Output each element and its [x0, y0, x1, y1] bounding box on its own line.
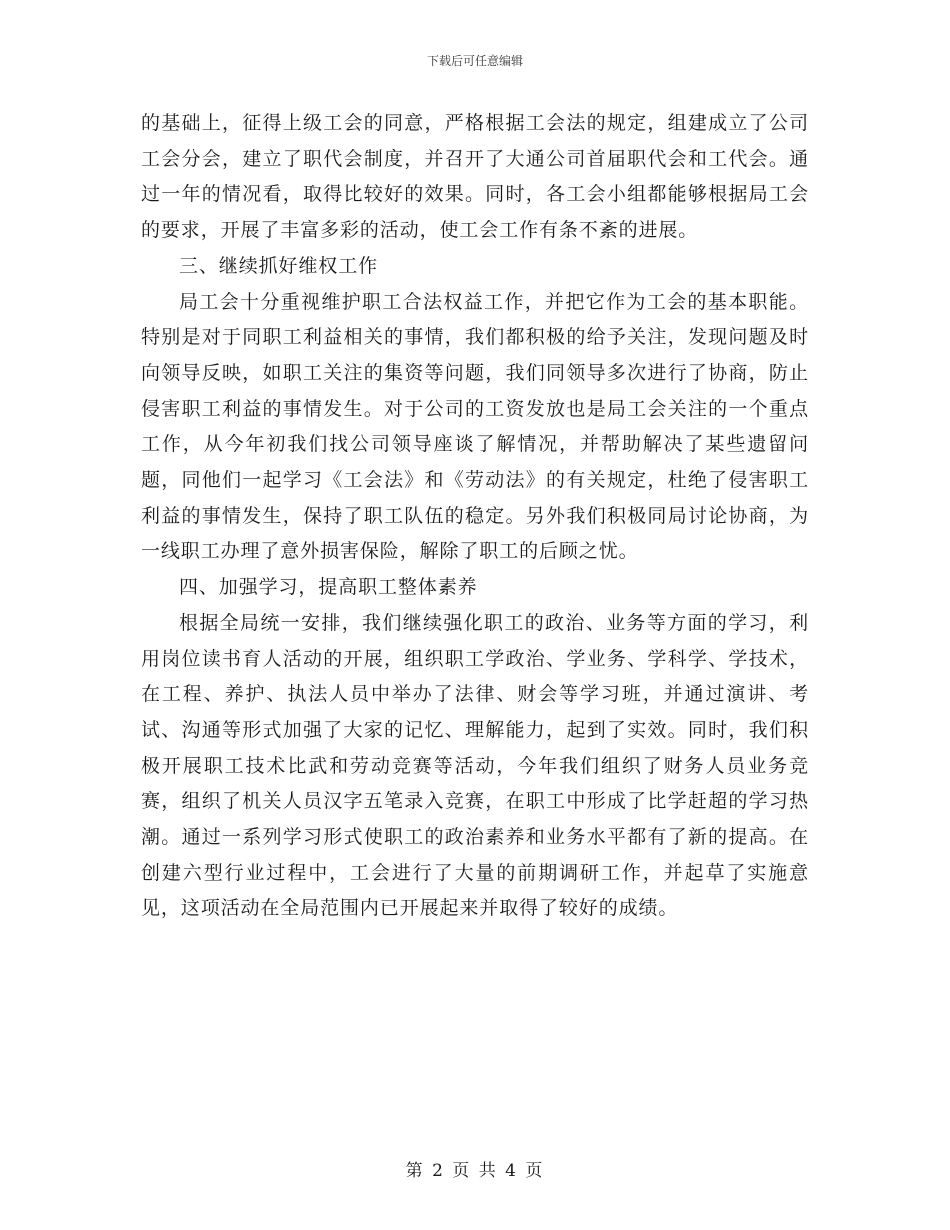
section-heading-4: 四、加强学习，提高职工整体素养	[179, 576, 478, 599]
document-body	[141, 106, 809, 927]
page-header: 下载后可任意编辑	[426, 54, 523, 68]
paragraph-learning: 根据全局统一安排，我们继续强化职工的政治、业务等方面的学习，利用岗位读书育人活动的开展，组织职工学政治、学业务、学科学、学技术，在工程、养护、执法人员中举办了法律、财会等学习班，并通过演讲、考试、沟通等形式加强了大家的记忆、理解能力，起到了实效。同时，我们积极开展职工技术比武和劳动竞赛等活动，今年我们组织了财务人员业务竞赛，组织了机关人员汉字五笔录入竞赛，在职工中形成了比学赶超的学习热潮。通过一系列学习形式使职工的政治素养和业务水平都有了新的提高。在创建六型行业过程中，工会进行了大量的前期调研工作，并起草了实施意见，这项活动在全局范围内已开展起来并取得了较好的成绩。	[141, 611, 809, 920]
page-number: 第 2 页 共 4 页	[405, 1161, 545, 1181]
paragraph-continued: 的基础上，征得上级工会的同意，严格根据工会法的规定，组建成立了公司工会分会，建立了职代会制度，并召开了大通公司首届职代会和工代会。通过一年的情况看，取得比较好的效果。同时，各工会小组都能够根据局工会的要求，开展了丰富多彩的活动，使工会工作有条不紊的进展。	[141, 112, 809, 242]
section-heading-3: 三、继续抓好维权工作	[179, 254, 379, 277]
paragraph-rights-protection: 局工会十分重视维护职工合法权益工作，并把它作为工会的基本职能。特别是对于同职工利益相关的事情，我们都积极的给予关注，发现问题及时向领导反映，如职工关注的集资等问题，我们同领导多次进行了协商，防止侵害职工利益的事情发生。对于公司的工资发放也是局工会关注的一个重点工作，从今年初我们找公司领导座谈了解情况，并帮助解决了某些遗留问题，同他们一起学习《工会法》和《劳动法》的有关规定，杜绝了侵害职工利益的事情发生，保持了职工队伍的稳定。另外我们积极同局讨论协商，为一线职工办理了意外损害保险，解除了职工的后顾之忧。	[141, 290, 809, 563]
